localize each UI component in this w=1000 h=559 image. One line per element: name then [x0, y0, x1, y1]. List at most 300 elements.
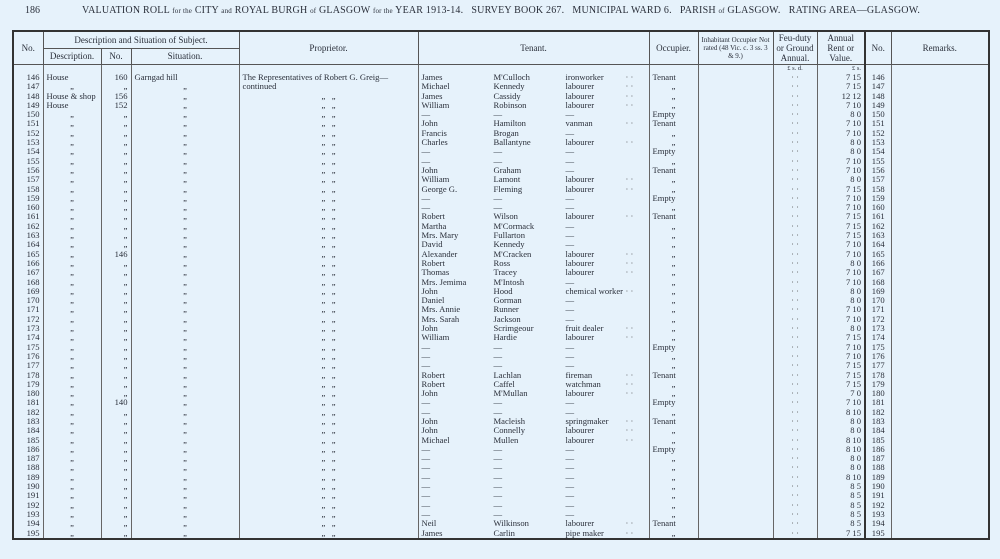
description: „: [43, 426, 101, 435]
inhabitant-occupier: [698, 240, 773, 249]
tenant-occupation: —: [565, 454, 575, 464]
inhabitant-occupier: [698, 222, 773, 231]
annual-rent: 8 0: [817, 454, 865, 463]
subject-number: „: [101, 231, 131, 240]
row-number-right: 166: [865, 259, 891, 268]
row-number: 150: [13, 110, 43, 119]
tenant-occupation: —: [565, 444, 575, 454]
leader-dots: · ·: [625, 119, 634, 129]
inhabitant-occupier: [698, 315, 773, 324]
row-number-right: 183: [865, 417, 891, 426]
inhabitant-occupier: [698, 119, 773, 128]
tenant-occupation: ironworker: [565, 73, 604, 82]
table-row: [13, 491, 989, 500]
tenant-occupation: —: [565, 407, 575, 417]
inhabitant-occupier: [698, 473, 773, 482]
title-part: of: [310, 7, 317, 15]
occupier: Tenant: [649, 417, 698, 426]
inhabitant-occupier: [698, 175, 773, 184]
tenant-surname: —: [493, 147, 503, 157]
tenant-occupation: watchman: [565, 379, 601, 389]
description: „: [43, 454, 101, 463]
tenant-first-name: Mrs. Jemima: [421, 277, 467, 287]
remarks: [891, 380, 989, 389]
row-number-right: 180: [865, 389, 891, 398]
tenant-occupation: labourer: [565, 435, 595, 445]
header-description-group: Description and Situation of Subject.: [43, 31, 239, 48]
tenant-surname: Kennedy: [493, 82, 525, 92]
row-number: 195: [13, 529, 43, 539]
description: „: [43, 175, 101, 184]
tenant-surname: Jackson: [493, 314, 521, 324]
tenant-occupation: —: [565, 314, 575, 324]
tenant: [418, 119, 649, 128]
tenant-occupation: —: [565, 472, 575, 482]
inhabitant-occupier: [698, 501, 773, 510]
row-number: 176: [13, 352, 43, 361]
row-number: 181: [13, 398, 43, 407]
feu-duty: · ·: [773, 166, 817, 175]
tenant-occupation: —: [565, 221, 575, 231]
annual-rent: 7 15: [817, 361, 865, 370]
header-description: Description.: [43, 48, 101, 64]
row-number: 166: [13, 259, 43, 268]
table-row: [13, 138, 989, 147]
tenant-occupation: labourer: [565, 333, 595, 343]
proprietor: „ „: [239, 371, 418, 380]
row-number-right: 177: [865, 361, 891, 370]
annual-rent: 7 10: [817, 157, 865, 166]
row-number: 161: [13, 212, 43, 221]
occupier: „: [649, 268, 698, 277]
feu-duty: · ·: [773, 101, 817, 110]
row-number: 153: [13, 138, 43, 147]
title-part: ROYAL BURGH: [234, 5, 308, 16]
leader-dots: · ·: [625, 333, 634, 343]
description: „: [43, 389, 101, 398]
row-number: 172: [13, 315, 43, 324]
annual-rent: 7 15: [817, 371, 865, 380]
proprietor: „ „: [239, 147, 418, 156]
situation: „: [131, 129, 239, 138]
annual-rent: 7 0: [817, 389, 865, 398]
annual-rent: 8 0: [817, 417, 865, 426]
feu-units: £ s. d.: [773, 65, 817, 74]
leader-dots: · ·: [625, 528, 634, 538]
annual-rent: 8 5: [817, 482, 865, 491]
tenant-occupation: labourer: [565, 426, 595, 436]
page-header: [0, 5, 1000, 19]
tenant-surname: M'Culloch: [493, 73, 530, 82]
description: „: [43, 185, 101, 194]
tenant-first-name: —: [421, 193, 431, 203]
subject-number: „: [101, 240, 131, 249]
occupier: „: [649, 510, 698, 519]
annual-rent: 7 10: [817, 101, 865, 110]
inhabitant-occupier: [698, 82, 773, 91]
occupier: Empty: [649, 445, 698, 454]
occupier: „: [649, 501, 698, 510]
row-number-right: 158: [865, 185, 891, 194]
table-row: [13, 203, 989, 212]
row-number-right: 156: [865, 166, 891, 175]
tenant-first-name: Thomas: [421, 268, 450, 278]
feu-duty: · ·: [773, 278, 817, 287]
row-number: 173: [13, 324, 43, 333]
feu-duty: · ·: [773, 352, 817, 361]
tenant-surname: —: [493, 203, 503, 213]
remarks: [891, 250, 989, 259]
feu-duty: · ·: [773, 119, 817, 128]
subject-number: „: [101, 371, 131, 380]
tenant-surname: Mullen: [493, 435, 519, 445]
remarks: [891, 389, 989, 398]
table-row: [13, 352, 989, 361]
title-part: SURVEY BOOK 267. MUNICIPAL WARD 6. PARISH: [471, 5, 716, 16]
table-row: [13, 519, 989, 528]
tenant: [418, 194, 649, 203]
tenant: [418, 436, 649, 445]
tenant-first-name: —: [421, 463, 431, 473]
row-number: 156: [13, 166, 43, 175]
table-row: [13, 119, 989, 128]
tenant: [418, 333, 649, 342]
leader-dots: · ·: [625, 416, 634, 426]
situation: „: [131, 110, 239, 119]
table-row: [13, 268, 989, 277]
situation: „: [131, 175, 239, 184]
table-row: [13, 287, 989, 296]
occupier: „: [649, 333, 698, 342]
tenant-surname: Tracey: [493, 268, 518, 278]
subject-number: „: [101, 296, 131, 305]
proprietor: „ „: [239, 436, 418, 445]
feu-duty: · ·: [773, 259, 817, 268]
occupier: „: [649, 203, 698, 212]
inhabitant-occupier: [698, 157, 773, 166]
remarks: [891, 454, 989, 463]
header-subject-no: No.: [101, 48, 131, 64]
description: „: [43, 324, 101, 333]
annual-rent: 7 10: [817, 343, 865, 352]
inhabitant-occupier: [698, 417, 773, 426]
situation: „: [131, 482, 239, 491]
row-number: 180: [13, 389, 43, 398]
inhabitant-occupier: [698, 380, 773, 389]
tenant: [418, 491, 649, 500]
tenant-first-name: William: [421, 333, 450, 343]
row-number: 152: [13, 129, 43, 138]
tenant: [418, 82, 649, 91]
occupier: „: [649, 82, 698, 91]
feu-duty: · ·: [773, 268, 817, 277]
tenant-first-name: —: [421, 509, 431, 519]
row-number-right: 165: [865, 250, 891, 259]
tenant: [418, 129, 649, 138]
row-number: 175: [13, 343, 43, 352]
feu-duty: · ·: [773, 510, 817, 519]
tenant-surname: Caffel: [493, 379, 515, 389]
tenant: [418, 408, 649, 417]
tenant-first-name: Daniel: [421, 296, 445, 306]
row-number: 184: [13, 426, 43, 435]
subject-number: „: [101, 501, 131, 510]
tenant: [418, 426, 649, 435]
tenant: [418, 324, 649, 333]
row-number-right: 164: [865, 240, 891, 249]
inhabitant-occupier: [698, 268, 773, 277]
row-number-right: 182: [865, 408, 891, 417]
header-inhabitant-occupier: Inhabitant Occupier Not rated (48 Vic. c. 3 ss. 3 & 9.): [698, 31, 773, 65]
remarks: [891, 157, 989, 166]
description: „: [43, 529, 101, 539]
inhabitant-occupier: [698, 352, 773, 361]
annual-rent: 7 10: [817, 240, 865, 249]
row-number: 178: [13, 371, 43, 380]
tenant-occupation: —: [565, 165, 575, 175]
subject-number: 160: [101, 73, 131, 82]
situation: „: [131, 324, 239, 333]
tenant-occupation: —: [565, 203, 575, 213]
inhabitant-occupier: [698, 482, 773, 491]
occupier: Tenant: [649, 73, 698, 82]
table-row: [13, 380, 989, 389]
tenant-first-name: —: [421, 407, 431, 417]
annual-rent: 7 15: [817, 231, 865, 240]
row-number: 163: [13, 231, 43, 240]
remarks: [891, 445, 989, 454]
leader-dots: · ·: [625, 379, 634, 389]
row-number: 167: [13, 268, 43, 277]
tenant-first-name: Alexander: [421, 249, 458, 259]
description: „: [43, 231, 101, 240]
proprietor: „ „: [239, 305, 418, 314]
feu-duty: · ·: [773, 287, 817, 296]
tenant-surname: Hardie: [493, 333, 517, 343]
row-number-right: 191: [865, 491, 891, 500]
annual-rent: 8 5: [817, 510, 865, 519]
annual-rent: 7 10: [817, 166, 865, 175]
inhabitant-occupier: [698, 361, 773, 370]
row-number-right: 171: [865, 305, 891, 314]
situation: „: [131, 138, 239, 147]
tenant-first-name: George G.: [421, 184, 458, 194]
situation: „: [131, 519, 239, 528]
description: „: [43, 259, 101, 268]
row-number: 147: [13, 82, 43, 91]
tenant-first-name: Charles: [421, 138, 448, 148]
remarks: [891, 352, 989, 361]
tenant-occupation: vanman: [565, 119, 593, 129]
row-number-right: 160: [865, 203, 891, 212]
table-row: [13, 231, 989, 240]
tenant-surname: Ross: [493, 258, 511, 268]
tenant-occupation: —: [565, 110, 575, 120]
annual-rent: 8 0: [817, 110, 865, 119]
feu-duty: · ·: [773, 305, 817, 314]
inhabitant-occupier: [698, 92, 773, 101]
remarks: [891, 185, 989, 194]
row-number: 186: [13, 445, 43, 454]
description: „: [43, 473, 101, 482]
tenant-occupation: —: [565, 296, 575, 306]
proprietor: „ „: [239, 296, 418, 305]
proprietor: „ „: [239, 315, 418, 324]
subject-number: „: [101, 343, 131, 352]
row-number-right: 157: [865, 175, 891, 184]
tenant: [418, 352, 649, 361]
occupier: Tenant: [649, 519, 698, 528]
tenant: [418, 389, 649, 398]
subject-number: „: [101, 352, 131, 361]
remarks: [891, 324, 989, 333]
subject-number: „: [101, 185, 131, 194]
situation: „: [131, 231, 239, 240]
annual-rent: 8 0: [817, 287, 865, 296]
table-row: [13, 361, 989, 370]
occupier: „: [649, 380, 698, 389]
header-occupier: Occupier.: [649, 31, 698, 65]
tenant-surname: Runner: [493, 305, 519, 315]
row-number-right: 184: [865, 426, 891, 435]
description: „: [43, 380, 101, 389]
tenant-surname: Macleish: [493, 416, 526, 426]
proprietor: „ „: [239, 473, 418, 482]
feu-duty: · ·: [773, 333, 817, 342]
tenant-surname: Hood: [493, 286, 513, 296]
tenant: [418, 463, 649, 472]
subject-number: „: [101, 212, 131, 221]
inhabitant-occupier: [698, 529, 773, 539]
remarks: [891, 73, 989, 82]
occupier: Tenant: [649, 212, 698, 221]
tenant: [418, 473, 649, 482]
tenant-occupation: labourer: [565, 389, 595, 399]
occupier: „: [649, 463, 698, 472]
tenant: [418, 231, 649, 240]
subject-number: „: [101, 333, 131, 342]
table-row: [13, 129, 989, 138]
tenant: [418, 482, 649, 491]
remarks: [891, 138, 989, 147]
feu-duty: · ·: [773, 175, 817, 184]
description: „: [43, 519, 101, 528]
tenant-surname: —: [493, 361, 503, 371]
row-number-right: 167: [865, 268, 891, 277]
inhabitant-occupier: [698, 138, 773, 147]
subject-number: „: [101, 166, 131, 175]
description: „: [43, 398, 101, 407]
situation: „: [131, 343, 239, 352]
tenant: [418, 510, 649, 519]
occupier: „: [649, 129, 698, 138]
subject-number: „: [101, 119, 131, 128]
tenant: [418, 278, 649, 287]
table-row: [13, 333, 989, 342]
occupier: „: [649, 408, 698, 417]
situation: „: [131, 203, 239, 212]
occupier: „: [649, 473, 698, 482]
remarks: [891, 268, 989, 277]
table-row: [13, 501, 989, 510]
tenant: [418, 203, 649, 212]
feu-duty: · ·: [773, 361, 817, 370]
occupier: „: [649, 389, 698, 398]
row-number-right: 176: [865, 352, 891, 361]
tenant-first-name: Mrs. Annie: [421, 305, 461, 315]
tenant-occupation: —: [565, 361, 575, 371]
annual-rent: 8 0: [817, 138, 865, 147]
annual-rent: 7 15: [817, 529, 865, 539]
remarks: [891, 296, 989, 305]
situation: „: [131, 398, 239, 407]
header-tenant: Tenant.: [418, 31, 649, 65]
inhabitant-occupier: [698, 147, 773, 156]
annual-rent: 8 10: [817, 445, 865, 454]
proprietor: „ „: [239, 501, 418, 510]
leader-dots: · ·: [625, 73, 634, 82]
remarks: [891, 333, 989, 342]
annual-rent: 7 10: [817, 398, 865, 407]
row-number-right: 185: [865, 436, 891, 445]
row-number-right: 148: [865, 92, 891, 101]
proprietor: „ „: [239, 157, 418, 166]
header-annual-rent: Annual Rent or Value.: [817, 31, 865, 65]
description: „: [43, 268, 101, 277]
tenant: [418, 73, 649, 82]
title-part: YEAR 1913-14.: [395, 5, 464, 16]
row-number: 183: [13, 417, 43, 426]
proprietor: „ „: [239, 231, 418, 240]
header-feu-duty: Feu-duty or Ground Annual.: [773, 31, 817, 65]
tenant: [418, 371, 649, 380]
tenant-first-name: Martha: [421, 221, 447, 231]
proprietor: „ „: [239, 203, 418, 212]
occupier: „: [649, 491, 698, 500]
tenant-occupation: labourer: [565, 519, 595, 529]
tenant-surname: Connelly: [493, 426, 526, 436]
header-proprietor: Proprietor.: [239, 31, 418, 65]
tenant: [418, 445, 649, 454]
remarks: [891, 119, 989, 128]
description: „: [43, 129, 101, 138]
tenant: [418, 166, 649, 175]
row-number-right: 175: [865, 343, 891, 352]
tenant-first-name: John: [421, 286, 438, 296]
subject-number: „: [101, 454, 131, 463]
feu-duty: · ·: [773, 185, 817, 194]
subject-number: „: [101, 482, 131, 491]
row-number: 191: [13, 491, 43, 500]
row-number: 193: [13, 510, 43, 519]
proprietor: „ „: [239, 463, 418, 472]
proprietor: „ „: [239, 222, 418, 231]
remarks: [891, 259, 989, 268]
annual-rent: 7 10: [817, 315, 865, 324]
row-number: 159: [13, 194, 43, 203]
table-row: [13, 436, 989, 445]
row-number: 185: [13, 436, 43, 445]
tenant: [418, 157, 649, 166]
proprietor: „ „: [239, 324, 418, 333]
proprietor: „ „: [239, 259, 418, 268]
inhabitant-occupier: [698, 185, 773, 194]
tenant-surname: M'Mullan: [493, 389, 528, 399]
remarks: [891, 287, 989, 296]
row-number: 157: [13, 175, 43, 184]
leader-dots: · ·: [625, 426, 634, 436]
feu-duty: · ·: [773, 250, 817, 259]
